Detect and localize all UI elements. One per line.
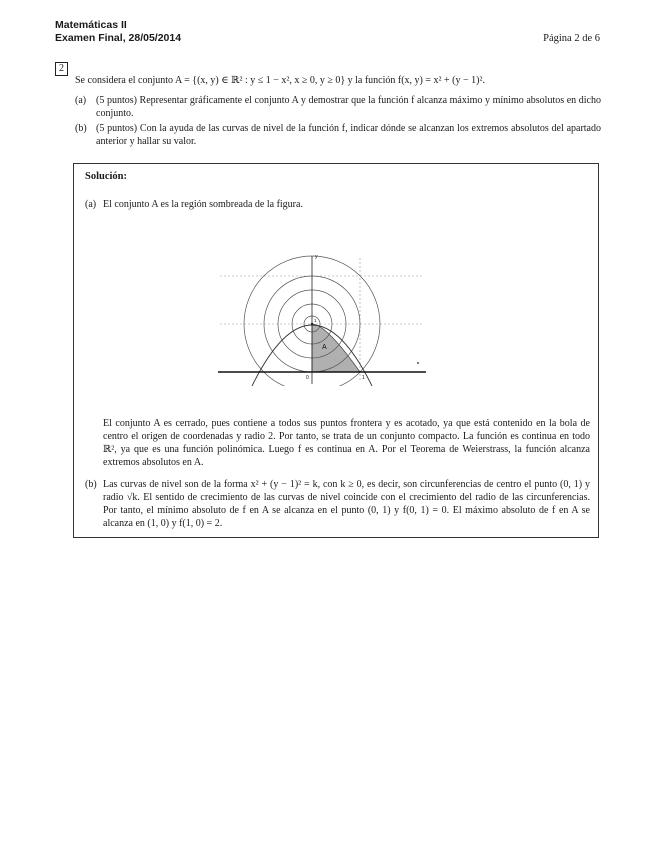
solution-a-label: (a) bbox=[85, 199, 97, 210]
solution-a-intro: El conjunto A es la región sombreada de la figura. bbox=[103, 199, 303, 210]
origin-label: 0 bbox=[306, 375, 309, 381]
part-b-text: (5 puntos) Con la ayuda de las curvas de nivel de la función f, indicar dónde se alcanzan los extremos absolutos del apartado anterior y hallar su valor. bbox=[96, 123, 601, 147]
solution-a-body: El conjunto A es cerrado, pues contiene a todos sus puntos frontera y es acotado, ya que está contenido en la bola de centro el origen de coordenadas y radio 2. Por tanto, se trata de un conjunto compacto. La función es continua en todo ℝ², ya que es una función polinómica. Luego f es continua en A. Por el Teorema de Weierstrass, la función alcanza extremos absolutos en A. bbox=[103, 418, 590, 468]
question-number: 2 bbox=[55, 62, 68, 76]
course-title: Matemáticas II bbox=[55, 19, 127, 31]
solution-b-body: Las curvas de nivel son de la forma x² + (y − 1)² = k, con k ≥ 0, es decir, son circunferencias de centro el punto (0, 1) y radio √k. El sentido de crecimiento de las curvas de nivel coincide con el crecimiento del radio de las circunferencias. Por tanto, el mínimo absoluto de f en A se alcanza en el punto (0, 1) y f(0, 1) = 0. El máximo absoluto de f en A se alcanza en (1, 0) y f(1, 0) = 2. bbox=[103, 479, 590, 529]
x-one-label: 1 bbox=[362, 375, 365, 381]
part-b-label: (b) bbox=[75, 123, 87, 134]
solution-title: Solución: bbox=[85, 171, 128, 182]
page-number: Página 2 de 6 bbox=[543, 33, 600, 44]
question-statement: Se considera el conjunto A = {(x, y) ∈ ℝ² : y ≤ 1 − x², x ≥ 0, y ≥ 0} y la función f(x, y) = x² + (y − 1)². bbox=[75, 75, 485, 86]
y-axis-label: y bbox=[315, 254, 318, 260]
solution-b-label: (b) bbox=[85, 479, 97, 490]
part-a-label: (a) bbox=[75, 95, 87, 106]
part-a-text: (5 puntos) Representar gráficamente el conjunto A y demostrar que la función f alcanza máximo y mínimo absolutos en dicho conjunto. bbox=[96, 95, 601, 119]
region-a-label: A bbox=[322, 344, 327, 351]
level-curves-figure bbox=[212, 246, 432, 386]
center-one-label: 1 bbox=[314, 318, 317, 323]
exam-title: Examen Final, 28/05/2014 bbox=[55, 32, 182, 44]
